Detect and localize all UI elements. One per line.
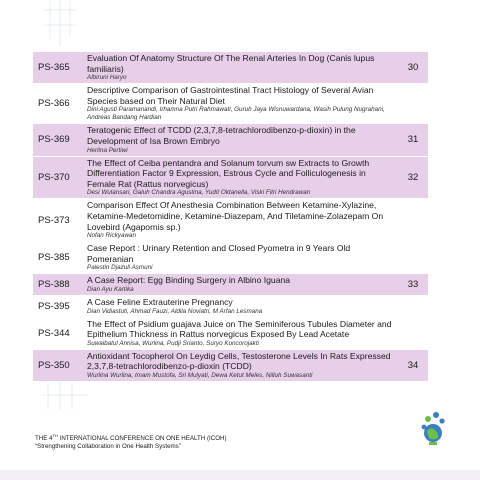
abstract-code: PS-395 <box>33 295 85 317</box>
entry-title: A Case Feline Extrauterine Pregnancy <box>87 296 233 307</box>
entry-title: Evaluation Of Anatomy Structure Of The Renal Arteries In Dog (Canis lupus familiaris) <box>87 53 375 74</box>
toc-entry <box>33 199 428 242</box>
entry-body <box>85 349 398 381</box>
entry-body <box>85 242 398 274</box>
page-number <box>398 317 428 349</box>
entry-title: Comparison Effect Of Anesthesia Combination Between Ketamine-Xylazine, Ketamine-Medetomidine, Ketamine-Diazepam, And Tiletamine-Zolazepam On Lovebird (Agapornis sp.) <box>87 200 384 232</box>
decorative-pattern <box>40 0 80 46</box>
abstract-code: PS-365 <box>33 52 85 84</box>
page-number <box>398 242 428 274</box>
entry-title: The Effect of Psidium guajava Juice on The Seminiferous Tubules Diameter and Epithelium Thickness in Rattus norvegicus Exposed By Lead Acetate <box>87 318 392 340</box>
abstract-code: PS-350 <box>33 349 85 381</box>
entry-authors: Palestin Djazuli Asmuni <box>87 264 153 272</box>
entry-title: Descriptive Comparison of Gastrointestinal Tract Histology of Several Avian Species based on Their Natural Diet <box>87 85 374 106</box>
entry-title: Teratogenic Effect of TCDD (2,3,7,8-tetrachlorodibenzo-p-dioxin) in the Development of Isa Brown Embryo <box>87 125 356 146</box>
toc-entry <box>33 52 428 84</box>
bottom-band <box>0 470 480 480</box>
entry-body <box>85 199 398 242</box>
entry-body <box>85 156 398 199</box>
entry-title: The Effect of Ceiba pentandra and Solanum torvum sw Extracts to Growth Differentiation Factor 9 Expression, Estrous Cycle and Folliculogenesis in Female Rat (Rattus norvegicus) <box>87 157 370 189</box>
page-number <box>398 199 428 242</box>
entry-body <box>85 84 398 124</box>
entry-authors: Dian Ayu Kartika <box>87 285 134 293</box>
entry-authors: Albiruni Haryo <box>87 74 127 82</box>
entry-body <box>85 295 398 317</box>
toc-entry <box>33 317 428 349</box>
toc-entry <box>33 349 428 381</box>
abstract-code: PS-344 <box>33 317 85 349</box>
entry-body <box>85 274 398 296</box>
page-number <box>398 84 428 124</box>
abstract-code: PS-385 <box>33 242 85 274</box>
page-number: 31 <box>398 124 428 156</box>
abstract-code: PS-366 <box>33 84 85 124</box>
entry-body <box>85 317 398 349</box>
entry-authors: Suwaibatul Annisa, Wurlina, Pudji Srianto, Suryo Kuncorojakti <box>87 339 259 347</box>
conference-footer <box>35 432 227 451</box>
abstract-code: PS-370 <box>33 156 85 199</box>
entry-authors: Wurlina Wurlina, Imam Mustofa, Sri Mulyati, Dewa Ketut Meles, Nilluh Suwasanti <box>87 371 313 379</box>
entry-title: A Case Report: Egg Binding Surgery in Albino Iguana <box>87 275 291 286</box>
footer-conference-title: THE 4TH INTERNATIONAL CONFERENCE ON ONE HEALTH (ICOH) <box>35 433 227 443</box>
toc-entry <box>33 124 428 156</box>
entry-title: Antioxidant Tocopherol On Leydig Cells, Testosterone Levels In Rats Expressed 2,3,7,8-tetrachlorodibenzo-p-dioxin (TCDD) <box>87 350 391 372</box>
toc-entry <box>33 242 428 274</box>
page-number: 33 <box>398 274 428 296</box>
entry-authors: Dian Vidiastuti, Ahmad Fauzi, Aldila Noviatri, M Arfan Lesmana <box>87 307 263 315</box>
page-number: 34 <box>398 349 428 381</box>
entry-body <box>85 52 398 84</box>
abstract-code: PS-369 <box>33 124 85 156</box>
entry-authors: Dini Agusti Paramanandi, Irhamna Putri Rahmawati, Guruh Jaya Wisnuwardana, Wasih Pulung Nugrahani, Andreas Bandang Hardian <box>87 106 385 122</box>
toc-entry <box>33 274 428 296</box>
toc-entry <box>33 84 428 124</box>
page-number: 32 <box>398 156 428 199</box>
entry-body <box>85 124 398 156</box>
entry-authors: Desi Wulansari, Galuh Chandra Agustina, Yudit Oktanella, Viski Fitri Hendrawan <box>87 189 311 197</box>
page-number: 30 <box>398 52 428 84</box>
footer-theme: “Strengthening Collaboration in One Health Systems” <box>35 443 181 451</box>
entry-authors: Nofan Rickyawan <box>87 232 136 240</box>
toc-entry <box>33 295 428 317</box>
abstract-code: PS-373 <box>33 199 85 242</box>
page-number <box>398 295 428 317</box>
one-health-logo <box>418 401 448 457</box>
entry-authors: Herlina Pertiwi <box>87 146 128 154</box>
toc-entry <box>33 156 428 199</box>
abstract-code: PS-388 <box>33 274 85 296</box>
table-of-contents <box>33 52 428 382</box>
entry-title: Case Report : Urinary Retention and Closed Pyometra in 9 Years Old Pomeranian <box>87 243 351 264</box>
